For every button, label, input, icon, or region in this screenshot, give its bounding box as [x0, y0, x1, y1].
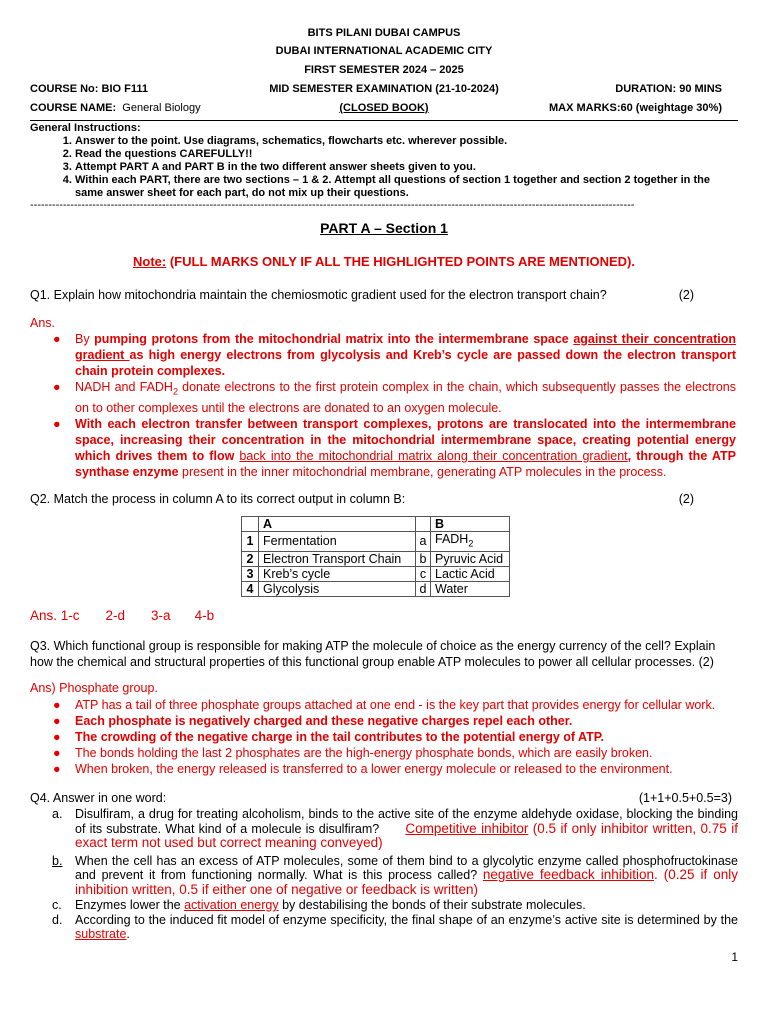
- note-text: (FULL MARKS ONLY IF ALL THE HIGHLIGHTED POINTS ARE MENTIONED).: [166, 254, 635, 269]
- answer-3-bullets: [30, 697, 736, 777]
- course-name-value: General Biology: [122, 102, 201, 114]
- instruction-item: 4. Within each PART, there are two sections – 1 & 2. Attempt all questions of section 1 together and section 2 together in the same answer sheet for each part, do not mix up their questions.: [75, 174, 738, 200]
- table-header-row: [242, 517, 510, 532]
- list-item: ● The crowding of the negative charge in the tail contributes to the potential energy of ATP.: [53, 730, 604, 744]
- question-4: [30, 791, 738, 805]
- question-2-marks: (2): [678, 492, 694, 506]
- table-row: 2 Electron Transport Chain b Pyruvic Acid: [242, 551, 510, 566]
- course-no: COURSE No: BIO F111: [30, 83, 148, 95]
- question-4-items: [30, 807, 738, 942]
- answer-4d: substrate: [75, 927, 127, 941]
- exam-page: [30, 0, 738, 1024]
- list-item: a. Disulfiram, a drug for treating alcoholism, binds to the active site of the enzyme aldehyde oxidase, blocking the binding of its substrate. What kind of a molecule is disulfiram? Competitive inhibitor (0.5 if only inhibitor written, 0.75 if exact term not used but correct meaning conveyed): [52, 807, 738, 850]
- header-city: DUBAI INTERNATIONAL ACADEMIC CITY: [275, 45, 493, 57]
- answer-2: Ans. 1-c 2-d 3-a 4-b: [30, 608, 215, 623]
- question-3-text: Q3. Which functional group is responsible for making ATP the molecule of choice as the energy currency of the cell? Explain how the chemical and structural properties of this functional group enable ATP molecules to power all cellular processes. (2): [30, 639, 716, 669]
- exam-title: MID SEMESTER EXAMINATION (21-10-2024): [269, 83, 499, 95]
- question-4-marks: (1+1+0.5+0.5=3): [638, 791, 732, 805]
- marking-note: [30, 254, 738, 269]
- list-item: ● NADH and $FADH_2$ donate electrons to the first protein complex in the chain, which subsequently passes the electrons on to other complexes until the electrons are donated to an oxygen molecule.: [53, 380, 736, 415]
- list-item: ● With each electron transfer between transport complexes, protons are translocated into the intermembrane space, increasing their concentration in the mitochondrial intermembrane space, creating potential energy which drives them to flow back into the mitochondrial matrix along their concentration gradient, through the ATP synthase enzyme present in the inner mitochondrial membrane, generating ATP molecules in the process.: [53, 416, 736, 479]
- table-row: 1 Fermentation a $FADH_2$: [242, 532, 510, 552]
- header-row-2: [30, 102, 738, 116]
- answer-4b: negative feedback inhibition: [482, 867, 654, 882]
- list-item: d. According to the induced fit model of enzyme specificity, the final shape of an enzyme’s active site is determined by the substrate.: [52, 912, 738, 941]
- answer-4c: activation energy: [184, 898, 279, 912]
- list-item: ● The bonds holding the last 2 phosphates are the high-energy phosphate bonds, which are easily broken.: [53, 746, 653, 760]
- dashed-divider: ---------------------------------------------------------------------------------------------------------------------------------------------------------------------: [30, 199, 635, 211]
- general-instructions: [30, 122, 738, 200]
- closed-book-text: (CLOSED BOOK): [339, 102, 429, 114]
- list-item: c. Enzymes lower the activation energy by destabilising the bonds of their substrate molecules.: [52, 898, 586, 912]
- max-marks: MAX MARKS:60 (weightage 30%): [549, 102, 722, 114]
- answer-1-label: Ans.: [30, 316, 56, 330]
- section-title: PART A – Section 1: [320, 220, 448, 236]
- question-4-text: Q4. Answer in one word:: [30, 791, 167, 805]
- question-1-marks: (2): [678, 288, 694, 302]
- instruction-item: 1. Answer to the point. Use diagrams, schematics, flowcharts etc. wherever possible.: [75, 135, 738, 148]
- question-1-text: Q1. Explain how mitochondria maintain the chemiosmotic gradient used for the electron transport chain?: [30, 288, 607, 302]
- match-table: [241, 516, 510, 597]
- list-item: ● Each phosphate is negatively charged and these negative charges repel each other.: [53, 714, 573, 728]
- header-semester: FIRST SEMESTER 2024 – 2025: [304, 64, 464, 76]
- header-divider: [30, 120, 738, 121]
- list-item: ● When broken, the energy released is transferred to a lower energy molecule or released to the environment.: [53, 762, 673, 776]
- table-row: 3 Kreb’s cycle c Lactic Acid: [242, 566, 510, 581]
- list-item: b. When the cell has an excess of ATP molecules, some of them bind to a glycolytic enzyme called phosphofructokinase and prevent it from functioning normally. What is this process called? negative feedback inhibition. (0.25 if only inhibition written, 0.5 if either one of negative or feedback is written): [52, 853, 738, 897]
- list-item: ● ATP has a tail of three phosphate groups attached at one end - is the key part that provides energy for cellular work.: [53, 698, 716, 712]
- note-label: Note:: [133, 254, 167, 269]
- page-number: 1: [731, 950, 738, 964]
- question-1: [30, 288, 738, 302]
- instruction-item: 2. Read the questions CAREFULLY!!: [75, 148, 738, 161]
- table-row: 4 Glycolysis d Water: [242, 581, 510, 596]
- question-2: [30, 492, 738, 506]
- question-2-text: Q2. Match the process in column A to its correct output in column B:: [30, 492, 406, 506]
- column-b-header: B: [431, 517, 510, 532]
- answer-3: Ans) Phosphate group.: [30, 681, 158, 695]
- course-name-label: COURSE NAME:: [30, 102, 117, 114]
- instruction-item: 3. Attempt PART A and PART B in the two different answer sheets given to you.: [75, 161, 738, 174]
- duration: DURATION: 90 MINS: [615, 83, 722, 95]
- column-a-header: A: [259, 517, 416, 532]
- header-campus: BITS PILANI DUBAI CAMPUS: [307, 27, 461, 39]
- list-item: ● By pumping protons from the mitochondrial matrix into the intermembrane space against their concentration gradient as high energy electrons from glycolysis and Kreb’s cycle are passed down the electron transport chain protein complexes.: [53, 332, 736, 378]
- instructions-list: [30, 135, 738, 200]
- answer-1-bullets: [30, 331, 736, 480]
- header-row-1: [30, 83, 738, 97]
- answer-4a: Competitive inhibitor: [405, 820, 529, 836]
- question-3: [30, 638, 736, 670]
- instructions-title: General Instructions:: [30, 122, 141, 134]
